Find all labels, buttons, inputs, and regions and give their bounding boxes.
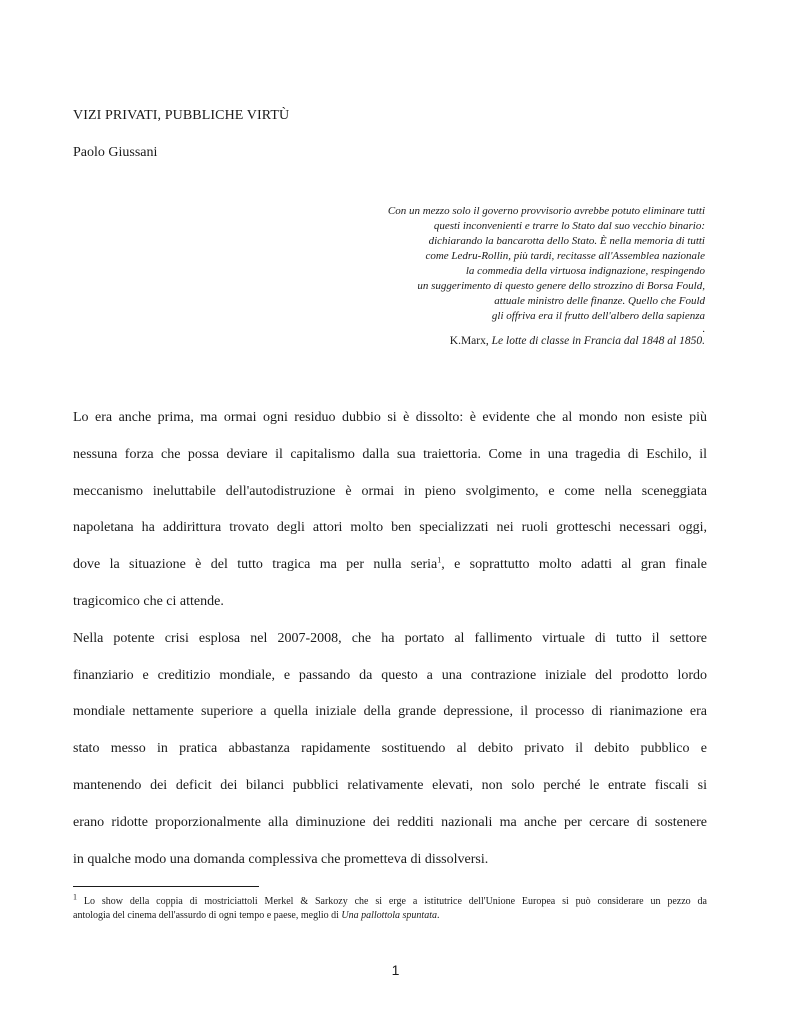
citation-work: Le lotte di classe in Francia dal 1848 al 1850.	[491, 335, 705, 347]
page-number: 1	[391, 962, 400, 978]
body-text-segment: dove la situazione è del tutto tragica ma per nulla seria	[73, 557, 438, 573]
epigraph-line: un suggerimento di questo genere dello strozzino di Borsa Fould,	[417, 280, 705, 292]
footnote-line	[73, 892, 707, 909]
body-line: meccanismo ineluttabile dell'autodistruzione è ormai in pieno svolgimento, e come nella sceneggiata	[73, 483, 707, 499]
epigraph-line: gli offriva era il frutto dell'albero della sapienza	[491, 310, 705, 322]
epigraph-line: attuale ministro delle finanze. Quello che Fould	[494, 295, 705, 307]
epigraph-line: questi inconvenienti e trarre lo Stato dal suo vecchio binario:	[433, 220, 705, 232]
body-line: tragicomico che ci attende.	[73, 593, 224, 609]
body-line: stato messo in pratica abbastanza rapidamente sostituendo al debito privato il debito pubblico e	[73, 741, 707, 757]
footnote-text: antologia del cinema dell'assurdo di ogni tempo e paese, meglio di	[73, 910, 342, 921]
body-line: finanziario e creditizio mondiale, e passando da questo a una contrazione iniziale del prodotto lordo	[73, 667, 707, 683]
footnote	[73, 892, 707, 923]
footnote-work: Una pallottola spuntata	[341, 910, 437, 921]
footnote-separator	[73, 886, 259, 887]
body-line: Lo era anche prima, ma ormai ogni residuo dubbio si è dissolto: è evidente che al mondo non esiste più	[73, 410, 707, 425]
body-line: nessuna forza che possa deviare il capitalismo dalla sua traiettoria. Come in una tragedia di Eschilo, il	[73, 446, 707, 462]
body-text	[73, 400, 707, 878]
epigraph-trailing-dot: .	[702, 323, 705, 335]
body-text-segment: , e soprattutto molto adatti al gran finale	[441, 557, 707, 573]
footnote-marker: 1	[73, 892, 77, 902]
epigraph-citation	[450, 335, 705, 347]
body-line: napoletana ha addirittura trovato degli attori molto ben specializzati nei ruoli grotteschi necessari oggi,	[73, 520, 707, 536]
epigraph-line: la commedia della virtuosa indignazione, respingendo	[465, 265, 705, 277]
epigraph-line: come Ledru-Rollin, più tardi, recitasse all'Assemblea nazionale	[425, 250, 705, 262]
footnote-line	[73, 909, 707, 923]
epigraph	[325, 204, 705, 334]
document-title: VIZI PRIVATI, PUBBLICHE VIRTÙ	[73, 108, 290, 123]
footnote-text: Lo show della coppia di mostriciattoli Merkel & Sarkozy che si erge a istitutrice dell'Unione Europea si può considerare un pezzo da	[77, 896, 707, 907]
body-line: erano ridotte proporzionalmente alla diminuzione dei redditi nazionali ma anche per cercare di sostenere	[73, 814, 707, 830]
citation-author: K.Marx,	[449, 335, 492, 347]
epigraph-line: dichiarando la bancarotta dello Stato. È nella memoria di tutti	[428, 235, 705, 247]
footnote-text: .	[436, 910, 440, 921]
body-line: in qualche modo una domanda complessiva che prometteva di dissolversi.	[73, 851, 489, 867]
body-line: mantenendo dei deficit dei bilanci pubblici relativamente elevati, non solo perché le entrate fiscali si	[73, 777, 707, 793]
document-author: Paolo Giussani	[73, 145, 158, 160]
body-line: mondiale nettamente superiore a quella iniziale della grande depressione, il processo di rianimazione era	[73, 704, 707, 720]
footnote-reference[interactable]: 1	[437, 555, 442, 565]
body-line	[73, 547, 707, 584]
epigraph-line: Con un mezzo solo il governo provvisorio avrebbe potuto eliminare tutti	[387, 205, 705, 217]
body-line: Nella potente crisi esplosa nel 2007-2008, che ha portato al fallimento virtuale di tutto il settore	[73, 630, 707, 646]
